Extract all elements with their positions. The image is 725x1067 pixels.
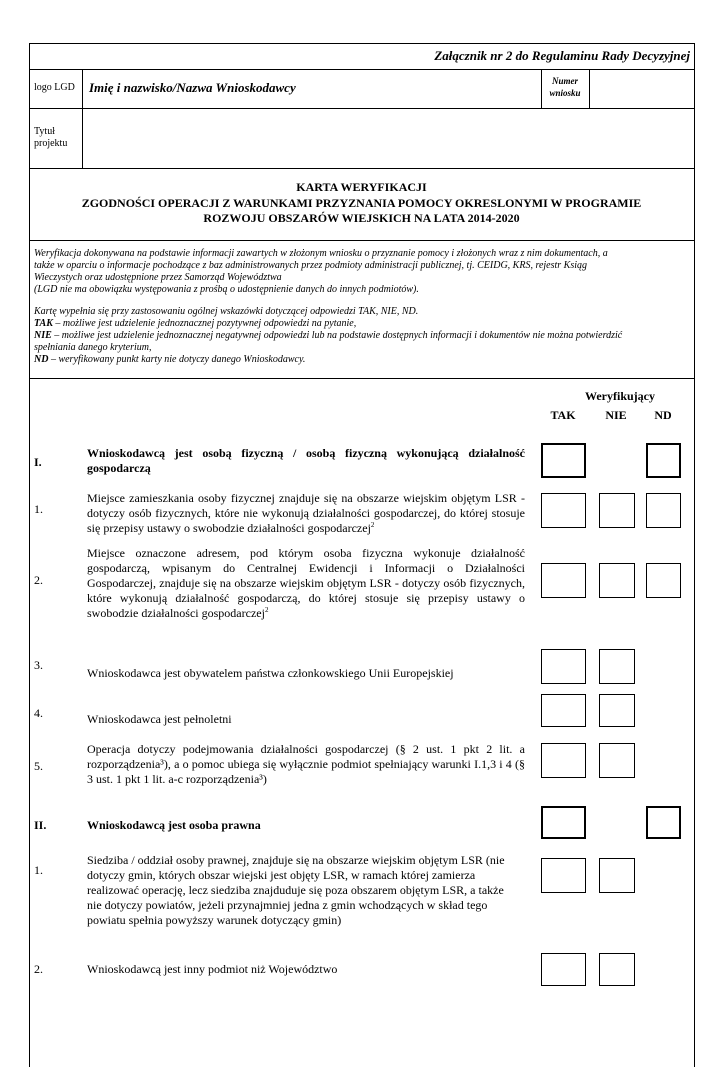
criterion-1-2-tak-checkbox[interactable]: [541, 563, 586, 598]
section-1-number: I.: [34, 455, 42, 469]
applicant-name-label: Imię i nazwisko/Nazwa Wnioskodawcy: [89, 80, 296, 95]
section-1-tak-checkbox[interactable]: [541, 443, 586, 478]
criterion-1-5-tak-checkbox[interactable]: [541, 743, 586, 778]
column-nie: NIE: [605, 408, 627, 422]
instructions-p2-line-1: Kartę wypełnia się przy zastosowaniu ogólnej wskazówki dotyczącej odpowiedzi TAK, NIE, ND.: [34, 306, 419, 317]
criterion-1-5-text: Operacja dotyczy podejmowania działalności gospodarczej (§ 2 ust. 1 pkt 2 lit. a rozporządzenia³), a o pomoc ubiega się wyłącznie podmiot spełniający warunki I.1,3 i 4 (§ 3 ust. 1 pkt 1 lit. a-c rozporządzenia³): [87, 742, 525, 786]
criterion-1-3-tak-checkbox[interactable]: [541, 649, 586, 684]
card-title-line-3: ROZWOJU OBSZARÓW WIEJSKICH NA LATA 2014-2020: [203, 211, 520, 225]
criterion-2-1-tak-checkbox[interactable]: [541, 858, 586, 893]
instructions-divider: [29, 378, 694, 379]
criterion-1-1-tak-checkbox[interactable]: [541, 493, 586, 528]
instructions-nie-line: [34, 330, 622, 342]
instructions-p1-line-1: Weryfikacja dokonywana na podstawie informacji zawartych w złożonym wniosku o przyznanie pomocy i złożonych wraz z nim dokumentach, a: [34, 248, 608, 259]
nie-key: NIE: [34, 330, 52, 341]
application-number-label-2: wniosku: [549, 88, 581, 98]
criterion-1-2-number: 2.: [34, 573, 43, 587]
logo-cell-divider: [82, 69, 83, 168]
instructions-tak-line: [34, 318, 356, 330]
tak-description: – możliwe jest udzielenie jednoznacznej pozytywnej odpowiedzi na pytanie,: [52, 318, 357, 329]
criterion-1-4-nie-checkbox[interactable]: [599, 694, 635, 727]
right-border: [694, 43, 695, 1067]
column-tak: TAK: [550, 408, 576, 422]
nie-description: – możliwe jest udzielenie jednoznacznej negatywnej odpowiedzi lub na podstawie dostępnych informacji i dokumentów nie można potwierdzić: [51, 330, 623, 341]
title-divider: [29, 240, 694, 241]
criterion-2-2-number: 2.: [34, 962, 43, 976]
criterion-1-1-text: [87, 491, 525, 536]
criterion-1-3-text: Wnioskodawca jest obywatelem państwa członkowskiego Unii Europejskiej: [87, 666, 454, 680]
criterion-1-1-nd-checkbox[interactable]: [646, 493, 681, 528]
criterion-1-5-number: 5.: [34, 759, 43, 773]
nd-description: – weryfikowany punkt karty nie dotyczy danego Wnioskodawcy.: [48, 354, 306, 365]
criterion-2-1-nie-checkbox[interactable]: [599, 858, 635, 893]
criterion-2-1-line-2: dotyczy gmin, których obszar wiejski jest objęty LSR, w ramach której zamierza: [87, 868, 476, 882]
criterion-2-1-line-5: powiatu spełnia powyższy warunek dotyczący gmin): [87, 913, 342, 927]
header-divider-2: [29, 108, 694, 109]
instructions-p1-line-4: (LGD nie ma obowiązku występowania z prośbą o udostępnienie danych do innych podmiotów).: [34, 284, 419, 295]
criterion-2-1-line-4: nie dotyczy powiatów, jeżeli przynajmniej jedna z gmin wchodzących w skład tego: [87, 898, 488, 912]
project-title-label-2: projektu: [34, 138, 68, 149]
verifier-heading: Weryfikujący: [585, 389, 655, 403]
criterion-1-2-footnote: 2: [264, 606, 269, 614]
criterion-1-4-number: 4.: [34, 706, 43, 720]
criterion-1-2-nd-checkbox[interactable]: [646, 563, 681, 598]
tak-key: TAK: [34, 318, 53, 329]
section-1-text: Wnioskodawcą jest osobą fizyczną / osobą fizyczną wykonującą działalność gospodarczą: [87, 446, 525, 475]
section-2-text: Wnioskodawcą jest osoba prawna: [87, 818, 261, 832]
section-2-nd-checkbox[interactable]: [646, 806, 681, 839]
instructions-p1-line-2: także w oparciu o informacje pochodzące z baz administrowanych przez podmioty administracji publicznej, tj. CEIDG, KRS, rejestr Ksiąg: [34, 260, 588, 271]
criterion-1-3-number: 3.: [34, 658, 43, 672]
criterion-1-1-nie-checkbox[interactable]: [599, 493, 635, 528]
number-cell-divider-right: [589, 69, 590, 108]
criterion-1-2-body: Miejsce oznaczone adresem, pod którym osoba fizyczna wykonuje działalność gospodarczą, wpisanym do Centralnej Ewidencji i Informacji o Działalności Gospodarczej, znajduje się na obszarze wiejskim objętym LSR - dotyczy osób fizycznych, które wykonują działalność gospodarczą, do której stosuje się przepisy ustawy o swobodzie działalności gospodarczej: [87, 546, 525, 620]
project-title-label-1: Tytuł: [34, 126, 55, 137]
section-2-number: II.: [34, 818, 47, 832]
criterion-2-1-number: 1.: [34, 863, 43, 877]
criterion-2-2-text: Wnioskodawcą jest inny podmiot niż Województwo: [87, 962, 338, 976]
criterion-2-1-line-1: Siedziba / oddział osoby prawnej, znajduje się na obszarze wiejskim objętym LSR (nie: [87, 853, 505, 867]
criterion-1-1-footnote: 2: [370, 521, 375, 529]
section-2-tak-checkbox[interactable]: [541, 806, 586, 839]
criterion-1-2-text: [87, 546, 525, 621]
header-divider-3: [29, 168, 694, 169]
instructions-nie-line-2: spełniania danego kryterium,: [34, 342, 152, 353]
top-border: [29, 43, 694, 44]
logo-placeholder: logo LGD: [34, 82, 75, 93]
criterion-1-2-nie-checkbox[interactable]: [599, 563, 635, 598]
instructions-p1-line-3: Wieczystych oraz udostępnione przez Samorząd Województwa: [34, 272, 282, 283]
criterion-1-4-tak-checkbox[interactable]: [541, 694, 586, 727]
criterion-1-1-number: 1.: [34, 502, 43, 516]
section-1-nd-checkbox[interactable]: [646, 443, 681, 478]
criterion-2-2-nie-checkbox[interactable]: [599, 953, 635, 986]
criterion-1-3-nie-checkbox[interactable]: [599, 649, 635, 684]
criterion-1-5-nie-checkbox[interactable]: [599, 743, 635, 778]
annex-label: Załącznik nr 2 do Regulaminu Rady Decyzyjnej: [434, 48, 690, 63]
criterion-1-1-body: Miejsce zamieszkania osoby fizycznej znajduje się na obszarze wiejskim objętym LSR - dotyczy osób fizycznych, które nie wykonują działalności gospodarczej, do której stosuje się przepisy ustawy o swobodzie działalności gospodarczej: [87, 491, 525, 535]
application-number-label-1: Numer: [551, 76, 578, 86]
column-nd: ND: [654, 408, 672, 422]
header-divider-1: [29, 69, 694, 70]
instructions-nd-line: [34, 354, 305, 366]
criterion-1-4-text: Wnioskodawca jest pełnoletni: [87, 712, 232, 726]
nd-key: ND: [34, 354, 49, 365]
card-title-line-1: KARTA WERYFIKACJI: [296, 180, 427, 194]
card-title-line-2: ZGODNOŚCI OPERACJI Z WARUNKAMI PRZYZNANIA POMOCY OKRESLONYMI W PROGRAMIE: [81, 196, 642, 210]
criterion-2-1-line-3: realizować operację, lecz siedziba znajduduje się poza obszarem objętym LSR, a także: [87, 883, 504, 897]
criterion-2-2-tak-checkbox[interactable]: [541, 953, 586, 986]
